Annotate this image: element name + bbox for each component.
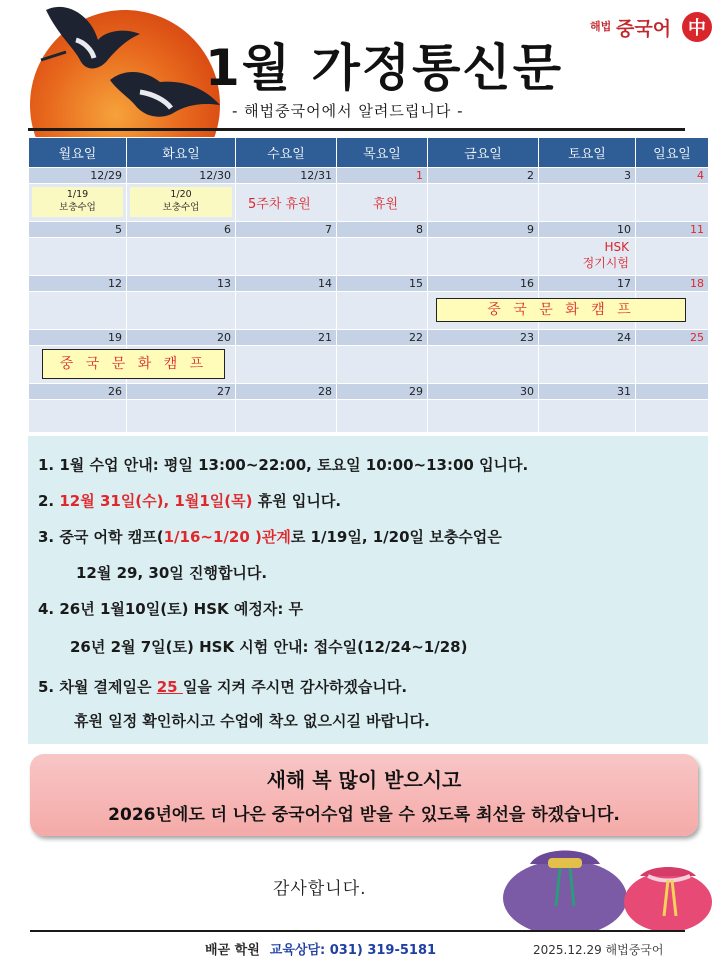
date-row: [29, 168, 709, 184]
date-cell: 7: [236, 222, 337, 238]
notice-item-2: [38, 490, 341, 511]
event-cell: [127, 292, 236, 330]
culture-camp-banner: 중 국 문 화 캠 프: [436, 298, 686, 322]
date-cell: 6: [127, 222, 236, 238]
date-cell: 8: [337, 222, 428, 238]
notice-text: 일을 지켜 주시면 감사하겠습니다.: [182, 678, 408, 696]
date-cell: 21: [236, 330, 337, 346]
notice-number: 2.: [38, 492, 60, 510]
hsk-label: HSK: [604, 240, 629, 254]
notice-highlight: 25: [156, 678, 183, 696]
brand-logo: [590, 8, 716, 48]
date-cell: 24: [539, 330, 636, 346]
makeup-class-note: [32, 187, 123, 217]
event-cell: [127, 400, 236, 433]
date-cell: 28: [236, 384, 337, 400]
date-cell: 27: [127, 384, 236, 400]
date-cell: 17: [539, 276, 636, 292]
weekday-header-row: [29, 138, 709, 168]
date-row: [29, 222, 709, 238]
date-cell-holiday: 1: [337, 168, 428, 184]
event-row: [29, 184, 709, 222]
event-cell: [428, 346, 539, 384]
event-cell: [127, 238, 236, 276]
makeup-class-note: [130, 187, 232, 217]
date-cell: 12/30: [127, 168, 236, 184]
date-cell: 23: [428, 330, 539, 346]
event-cell: [29, 400, 127, 433]
event-cell: [236, 292, 337, 330]
contact-phone: 교육상담: 031) 319-5181: [269, 943, 437, 958]
calendar-table: [28, 137, 709, 433]
event-cell: [29, 238, 127, 276]
event-cell: [636, 238, 709, 276]
event-cell: [337, 184, 428, 222]
event-cell: [29, 184, 127, 222]
event-cell: [539, 184, 636, 222]
event-cell: [236, 400, 337, 433]
date-cell: 3: [539, 168, 636, 184]
event-cell: [539, 400, 636, 433]
hsk-exam-note: [583, 239, 629, 271]
date-cell: 9: [428, 222, 539, 238]
makeup-date: 1/19: [66, 189, 89, 200]
notice-item-4: 4. 26년 1월10일(토) HSK 예정자: 무: [38, 600, 304, 618]
date-cell: 22: [337, 330, 428, 346]
notice-item-3-cont: 12월 29, 30일 진행합니다.: [76, 564, 268, 582]
weekday-header: 화요일: [127, 138, 236, 168]
event-cell: [236, 238, 337, 276]
event-cell: [636, 400, 709, 433]
makeup-label: 보충수업: [162, 202, 200, 213]
date-cell-sunday: 4: [636, 168, 709, 184]
event-cell: [127, 184, 236, 222]
event-cell: [428, 400, 539, 433]
event-cell: [428, 184, 539, 222]
notice-text: 3. 중국 어학 캠프(: [38, 528, 164, 546]
date-cell: 10: [539, 222, 636, 238]
logo-main-text: 중국어: [616, 18, 672, 40]
date-cell-sunday: 18: [636, 276, 709, 292]
culture-camp-banner: 중 국 문 화 캠 프: [42, 349, 225, 379]
greeting-line-1: 새해 복 많이 받으시고: [266, 768, 462, 792]
event-cell: [29, 292, 127, 330]
event-cell: [636, 346, 709, 384]
footer-date-signature: 2025.12.29 해법중국어: [533, 943, 664, 957]
lucky-bag-illustration: [500, 836, 715, 932]
event-cell: [428, 238, 539, 276]
holiday-note: 5주차 휴원: [248, 197, 311, 212]
logo-small-text: 해법: [590, 20, 612, 33]
academy-name: 배곧 학원: [205, 943, 260, 958]
notice-item-5: [38, 676, 407, 697]
date-cell: 12/29: [29, 168, 127, 184]
notice-highlight: 1/16~1/20 )관계: [163, 528, 291, 546]
notice-item-4-cont: 26년 2월 7일(토) HSK 시험 안내: 접수일(12/24~1/28): [70, 638, 468, 656]
weekday-header: 수요일: [236, 138, 337, 168]
event-cell: [636, 184, 709, 222]
event-cell: [236, 184, 337, 222]
header-divider: [28, 128, 685, 131]
weekday-header: 일요일: [636, 138, 709, 168]
hsk-exam-label: 정기시험: [582, 256, 629, 270]
holiday-note: 휴원: [373, 197, 399, 212]
date-cell: 2: [428, 168, 539, 184]
date-cell: 5: [29, 222, 127, 238]
event-cell: [236, 346, 337, 384]
event-cell: [539, 346, 636, 384]
date-cell: [636, 384, 709, 400]
weekday-header: 금요일: [428, 138, 539, 168]
date-cell-sunday: 11: [636, 222, 709, 238]
notice-item-3: [38, 526, 502, 547]
weekday-header: 월요일: [29, 138, 127, 168]
date-cell: 12: [29, 276, 127, 292]
date-row: [29, 330, 709, 346]
date-cell: 20: [127, 330, 236, 346]
new-year-greeting: [30, 754, 698, 836]
date-cell-sunday: 25: [636, 330, 709, 346]
greeting-line-2: 2026년에도 더 나은 중국어수업 받을 수 있도록 최선을 하겠습니다.: [108, 805, 620, 825]
logo-badge-icon: 中: [682, 12, 712, 42]
notice-highlight: 12월 31일(수), 1월1일(목): [59, 492, 253, 510]
notice-text: 5. 차월 결제일은: [38, 678, 157, 696]
notice-closing: 휴원 일정 확인하시고 수업에 착오 없으시길 바랍니다.: [74, 712, 430, 730]
event-cell: [337, 292, 428, 330]
event-cell: [337, 238, 428, 276]
thank-you-text: 감사합니다.: [273, 879, 367, 899]
date-cell: 26: [29, 384, 127, 400]
date-cell: 15: [337, 276, 428, 292]
notice-text: 휴원 입니다.: [252, 492, 342, 510]
event-cell: [539, 238, 636, 276]
date-cell: 29: [337, 384, 428, 400]
date-cell: 30: [428, 384, 539, 400]
notice-item-1: 1. 1월 수업 안내: 평일 13:00~22:00, 토요일 10:00~13:00 입니다.: [38, 456, 529, 474]
date-row: [29, 384, 709, 400]
page-title: 1월 가정통신문: [205, 39, 563, 97]
makeup-date: 1/20: [170, 189, 192, 200]
footer-contact: [205, 939, 436, 958]
weekday-header: 목요일: [337, 138, 428, 168]
date-cell: 19: [29, 330, 127, 346]
event-row: [29, 400, 709, 433]
date-row: [29, 276, 709, 292]
event-cell: [337, 400, 428, 433]
notice-box: [28, 436, 708, 744]
notice-text: 로 1/19일, 1/20일 보충수업은: [290, 528, 502, 546]
date-cell: 12/31: [236, 168, 337, 184]
date-cell: 14: [236, 276, 337, 292]
date-cell: 31: [539, 384, 636, 400]
footer-divider: [30, 930, 685, 932]
date-cell: 16: [428, 276, 539, 292]
date-cell: 13: [127, 276, 236, 292]
event-cell: [337, 346, 428, 384]
makeup-label: 보충수업: [59, 202, 96, 213]
weekday-header: 토요일: [539, 138, 636, 168]
page-subtitle: - 해법중국어에서 알려드립니다 -: [232, 102, 464, 120]
event-row: [29, 238, 709, 276]
